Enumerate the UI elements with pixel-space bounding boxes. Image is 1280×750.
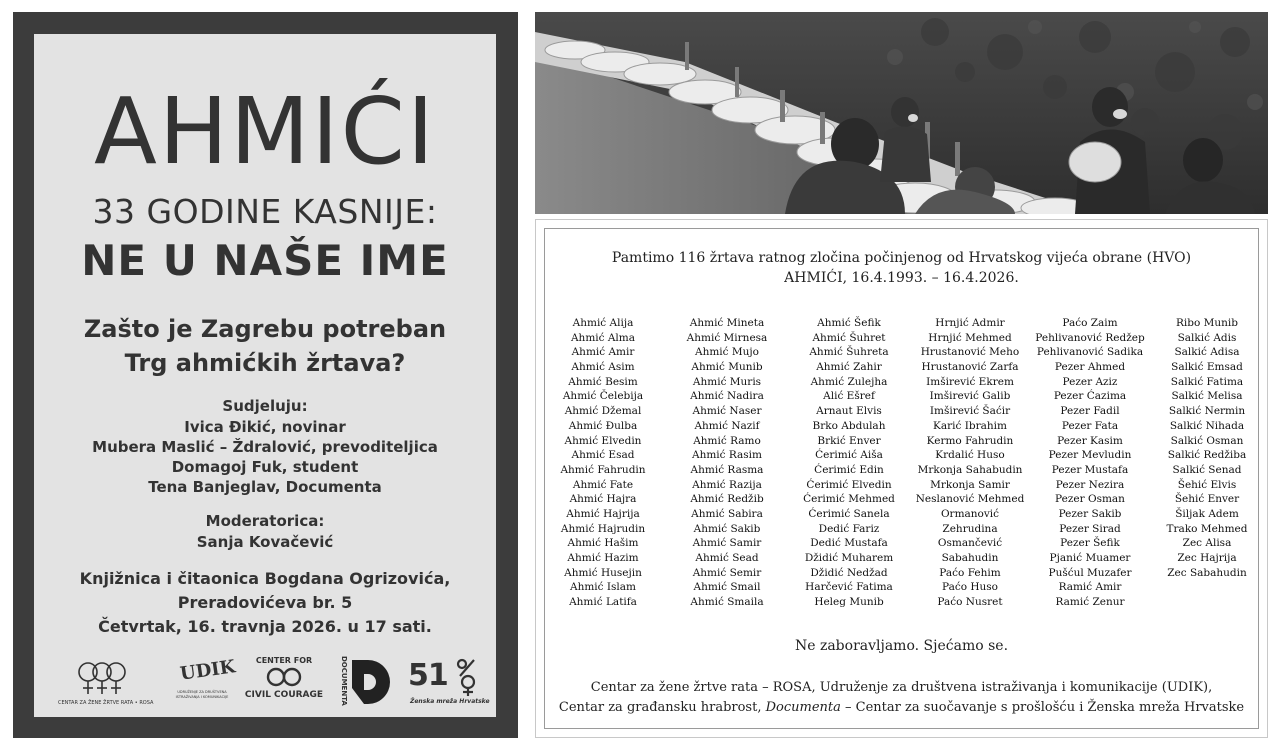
victim-name: Ahmić Samir [692,537,762,550]
event-poster [13,12,518,738]
victim-name: Ahmić Šuhret [812,331,886,344]
rosa-icon [72,658,132,698]
victim-name: Salkić Redžiba [1167,449,1247,462]
victim-name: Trako Mehmed [1166,522,1248,535]
memorial-border [544,228,1259,729]
victim-name: Paćo Huso [941,581,999,594]
civil-courage-top: CENTER FOR [255,656,313,665]
victim-name: Sabahudin [941,552,999,564]
victim-name: Šiljak Adem [1175,507,1239,520]
victim-name: Ahmić Elvedin [564,434,642,447]
zmh-caption: Ženska mreža Hrvatske [410,698,490,705]
victim-name: Ahmić Sabira [691,507,763,520]
victim-name: Ahmić Naser [692,405,762,418]
credits-part: Centar za građansku hrabrost, [558,700,766,715]
victim-name: Dedić Fariz [818,522,880,535]
victim-name: Paćo Nusret [937,596,1003,609]
victim-name: Pezer Šefik [1060,537,1120,550]
victim-name: Ahmić Alma [570,331,636,344]
victim-name: Pezer Mevludin [1048,449,1132,462]
victim-name: Ahmić Hazim [567,552,639,564]
victim-name: Heleg Munib [814,596,884,609]
victim-name: Imširević Ekrem [926,375,1014,388]
memorial-header-line: Pamtimo 116 žrtava ratnog zločina počinjenog od Hrvatskog vijeća obrane (HVO) [611,250,1192,266]
victim-name: Salkić Osman [1170,434,1244,447]
mass-grave-photo [535,12,1268,214]
victim-name: Ahmić Latifa [569,596,637,609]
rosa-logo [54,656,154,708]
participants-label: Sudjeluju: [222,397,308,415]
victim-name: Ahmić Džemal [564,405,642,418]
victim-name: Ahmić Đulba [568,419,638,432]
victim-name: Ćerimić Mehmed [803,493,895,506]
victim-name: Ćerimić Aiša [815,449,883,462]
victim-name: Ahmić Mineta [689,317,765,329]
documenta-vertical-text: DOCUMENTA [340,656,348,706]
participant: Domagoj Fuk, student [171,458,359,476]
victim-name: Ćerimić Elvedin [806,478,892,491]
victim-name: Ahmić Hajrija [566,507,640,520]
poster-title: AHMIĆI [94,78,436,185]
victims-column [794,316,904,610]
victim-name: Ahmić Hajra [569,493,637,506]
victim-name: Pezer Sakib [1058,507,1122,520]
victim-name: Salkić Fatima [1170,375,1244,388]
victim-name: Mrkonja Sahabudin [917,463,1023,476]
civil-courage-bottom: CIVIL COURAGE [244,690,324,700]
victim-name: Ahmić Šefik [817,317,881,329]
victim-name: Ahmić Hašim [567,537,639,550]
infinity-icon [264,666,304,688]
participant: Tena Banjeglav, Documenta [148,478,382,496]
victim-name: Alić Ešref [823,390,875,403]
victim-name: Ahmić Esad [571,449,635,462]
udik-letters: UDIK [178,656,237,685]
victim-name: Pezer Ćazima [1053,390,1127,403]
victim-name: Pezer Mustafa [1051,463,1129,476]
victim-name: Ramić Zenur [1055,596,1125,609]
victim-name: Pezer Osman [1055,493,1125,506]
victim-name: Salkić Nihada [1169,419,1245,432]
memorial-header [545,248,1258,288]
victim-name: Salkić Emsad [1171,361,1243,374]
victim-name: Zec Alisa [1182,537,1232,550]
victim-name: Ahmić Alija [572,317,634,329]
victim-name: Ahmić Fate [572,478,634,491]
victim-name: Ahmić Mujo [695,346,759,359]
venue-name: Knjižnica i čitaonica Bogdana Ogrizovića, [79,569,451,588]
victim-name: Hrustanović Meho [920,346,1020,359]
moderator-label: Moderatorica: [205,512,325,530]
udik-logo [172,656,237,708]
victim-name: Osmančević [937,537,1003,550]
victim-name: Neslanović Mehmed [915,493,1025,506]
victim-name: Ahmić Razija [692,478,762,491]
victim-name: Pjanić Muamer [1049,552,1131,564]
victim-name: Ahmić Munib [691,361,763,374]
moderator-name: Sanja Kovačević [196,533,334,551]
victim-name: Ahmić Zulejha [810,375,888,388]
victim-name: Paćo Zaim [1062,317,1118,329]
photo-illustration [535,12,1268,214]
partner-logos [54,656,490,708]
victim-name: Zec Hajrija [1177,552,1237,564]
zmh-number: 51 [408,658,448,693]
memorial-dates: AHMIĆI, 16.4.1993. – 16.4.2026. [784,270,1019,286]
credits-part: – Centar za suočavanje s prošlošću i Ženska mreža Hrvatske [840,700,1245,715]
credits-documenta: Documenta [765,700,841,715]
victim-name: Ahmić Husejin [564,566,642,579]
credits-line [545,698,1258,718]
victim-name: Pehlivanović Sadika [1036,346,1144,359]
victims-column [672,316,782,610]
victim-name: Ahmić Zahir [816,361,882,374]
victim-name: Pehlivanović Redžep [1035,331,1145,344]
victim-name: Pezer Sirad [1059,522,1121,535]
victim-name: Hrnjić Admir [935,317,1005,329]
victims-column [910,316,1030,610]
poster-subtitle: 33 GODINE KASNIJE: [92,192,438,231]
victim-name: Ahmić Rasma [690,463,764,476]
victim-name: Ćerimić Edin [814,463,884,476]
victim-name: Pezer Fata [1061,419,1119,432]
memorial-credits [545,678,1258,718]
victims-column [1157,316,1257,580]
victim-name: Ahmić Smaila [690,596,764,609]
victim-name: Salkić Adisa [1174,346,1240,359]
victim-name: Ćerimić Sanela [808,507,890,520]
victim-name: Ribo Munib [1175,317,1238,329]
victim-name: Karić Ibrahim [933,419,1007,432]
victim-name: Ahmić Hajrudin [560,522,646,535]
poster-question [34,312,496,380]
victim-name: Hrustanović Zarfa [921,361,1019,374]
participant: Mubera Maslić – Ždralović, prevoditeljica [92,438,438,456]
victim-name: Ahmić Smail [693,581,761,594]
victim-name: Džidić Muharem [804,552,894,564]
victim-name: Ahmić Mirnesa [686,331,768,344]
victim-name: Paćo Fehim [939,566,1001,579]
victim-name: Ahmić Čelebija [562,390,644,403]
victim-name: Salkić Adis [1177,331,1237,344]
victim-name: Ahmić Rasim [692,449,762,462]
victim-name: Ramić Amir [1058,581,1122,594]
victim-name: Dedić Mustafa [810,537,888,550]
victim-name: Kermo Fahrudin [926,434,1014,447]
documenta-d-icon [350,658,394,706]
victim-name: Ahmić Šuhreta [809,346,889,359]
victim-name: Ahmić Asim [571,361,635,374]
victim-name: Brko Abdulah [812,419,886,432]
victim-name: Ahmić Nazif [694,419,760,432]
zenska-mreza-logo [406,656,490,708]
poster-panel [34,34,496,717]
victim-name: Pezer Ahmed [1054,361,1126,374]
victim-name: Salkić Senad [1172,463,1242,476]
memorial-motto: Ne zaboravljamo. Sjećamo se. [794,638,1009,654]
victim-name: Harčević Fatima [805,581,893,594]
victim-name: Ahmić Islam [570,581,636,594]
documenta-logo [336,656,396,708]
participant: Ivica Đikić, novinar [184,418,346,436]
victim-name: Salkić Melisa [1171,390,1243,403]
question-line: Trg ahmićkih žrtava? [124,349,406,377]
victim-name: Arnaut Elvis [816,405,882,418]
victim-name: Ahmić Sakib [693,522,761,535]
victim-name: Pezer Fadil [1060,405,1120,418]
victims-column [555,316,651,610]
victim-name: Pezer Nezira [1055,478,1125,491]
victim-name: Ahmić Sead [695,552,759,564]
victim-name: Imširević Šaćir [929,405,1011,418]
victim-name: Ahmić Nadira [690,390,764,403]
victim-name: Pušćul Muzafer [1048,566,1132,579]
victim-name: Ahmić Redžib [690,493,764,506]
civil-courage-logo [244,656,324,708]
victim-name: Brkić Enver [817,434,881,447]
event-date: Četvrtak, 16. travnja 2026. u 17 sati. [98,617,432,636]
victim-name: Ahmić Amir [571,346,635,359]
victim-name: Ahmić Ramo [693,434,761,447]
victim-name: Ahmić Semir [692,566,762,579]
victim-name: Pezer Aziz [1062,375,1118,388]
victim-name: Šehić Enver [1174,493,1240,506]
female-percent-icon [456,658,478,698]
victim-name: Pezer Kasim [1057,434,1123,447]
victim-name: Ahmić Besim [568,375,638,388]
memorial-notice [535,219,1268,738]
venue-address: Preradovićeva br. 5 [177,593,353,612]
poster-slogan: NE U NAŠE IME [81,236,449,285]
victim-name: Imširević Galib [929,390,1011,403]
credits-line: Centar za žene žrtve rata – ROSA, Udruženje za društvena istraživanja i komunikacije (UDIK), [590,680,1213,695]
rosa-caption: CENTAR ZA ŽENE ŽRTVE RATA • ROSA [58,700,154,706]
victim-name: Zec Sabahudin [1167,566,1247,579]
victim-name: Hrnjić Mehmed [928,331,1012,344]
victim-name: Salkić Nermin [1168,405,1246,418]
victim-name: Krdalić Huso [935,449,1005,462]
udik-caption: UDRUŽENJE ZA DRUŠTVENA ISTRAŽIVANJA I KOMUNIKACIJE [175,690,229,699]
victim-name: Zehrudina [942,522,998,535]
victims-column [1025,316,1155,610]
victim-name: Mrkonja Samir [930,478,1010,491]
victim-name: Šehić Elvis [1177,478,1237,491]
victim-name: Ormanović [940,507,1000,520]
victim-name: Ahmić Fahrudin [560,463,646,476]
victim-name: Ahmić Muris [692,375,762,388]
victim-name: Džidić Nedžad [810,566,888,579]
question-line: Zašto je Zagrebu potreban [83,315,447,343]
